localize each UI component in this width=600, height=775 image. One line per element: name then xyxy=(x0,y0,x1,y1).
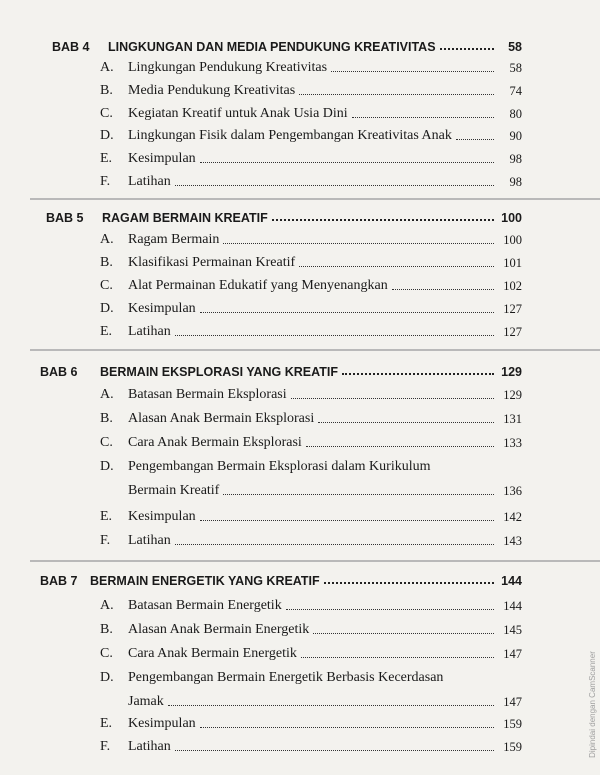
toc-entry xyxy=(100,56,522,76)
entry-letter: B. xyxy=(100,622,113,637)
dot-leader xyxy=(456,139,494,140)
dot-leader xyxy=(200,520,494,521)
chapter-number: BAB 7 xyxy=(40,574,78,588)
entry-title: Klasifikasi Permainan Kreatif xyxy=(128,255,296,270)
entry-letter: D. xyxy=(100,128,114,143)
toc-entry-first-line xyxy=(100,666,443,686)
dot-leader xyxy=(175,750,494,751)
toc-entry xyxy=(100,79,522,99)
dot-leader xyxy=(318,422,494,423)
entry-title: Alasan Anak Bermain Energetik xyxy=(128,622,310,637)
chapter-title: RAGAM BERMAIN KREATIF xyxy=(102,211,268,225)
toc-entry xyxy=(100,297,522,317)
entry-page-number: 74 xyxy=(509,84,522,98)
dot-leader xyxy=(392,289,494,290)
toc-entry xyxy=(100,147,522,167)
entry-letter: A. xyxy=(100,232,114,247)
toc-entry xyxy=(100,735,522,755)
entry-title: Media Pendukung Kreativitas xyxy=(128,83,296,98)
entry-letter: B. xyxy=(100,255,113,270)
entry-page-number: 131 xyxy=(503,412,522,426)
dot-leader xyxy=(223,494,494,495)
dot-leader xyxy=(342,373,494,375)
entry-letter: E. xyxy=(100,509,113,524)
entry-title: Kegiatan Kreatif untuk Anak Usia Dini xyxy=(128,106,348,121)
chapter-page-number: 144 xyxy=(501,574,522,588)
dot-leader xyxy=(200,162,494,163)
toc-entry xyxy=(100,431,522,451)
dot-leader xyxy=(168,705,494,706)
entry-title: Batasan Bermain Energetik xyxy=(128,598,282,613)
entry-letter: D. xyxy=(100,459,114,474)
toc-entry xyxy=(100,594,522,614)
chapter-heading-bab-4 xyxy=(52,34,522,54)
entry-letter: A. xyxy=(100,598,114,613)
chapter-page-number: 58 xyxy=(508,40,522,54)
entry-letter: A. xyxy=(100,387,114,402)
dot-leader xyxy=(352,117,494,118)
entry-letter: B. xyxy=(100,411,113,426)
entry-title: Kesimpulan xyxy=(128,151,196,166)
entry-title: Lingkungan Pendukung Kreativitas xyxy=(128,60,328,75)
entry-title: Latihan xyxy=(128,324,171,339)
entry-title: Kesimpulan xyxy=(128,716,196,731)
entry-page-number: 145 xyxy=(503,623,522,637)
dot-leader xyxy=(175,335,494,336)
entry-page-number: 147 xyxy=(503,695,522,709)
entry-letter: E. xyxy=(100,151,113,166)
entry-letter: F. xyxy=(100,533,111,548)
toc-entry xyxy=(100,102,522,122)
entry-title: Pengembangan Bermain Eksplorasi dalam Kurikulum xyxy=(128,459,431,474)
entry-letter: D. xyxy=(100,301,114,316)
entry-letter: C. xyxy=(100,435,113,450)
entry-page-number: 143 xyxy=(503,534,522,548)
entry-title: Latihan xyxy=(128,174,171,189)
section-divider xyxy=(30,198,600,200)
entry-page-number: 136 xyxy=(503,484,522,498)
entry-letter: B. xyxy=(100,83,113,98)
entry-page-number: 159 xyxy=(503,740,522,754)
entry-title: Pengembangan Bermain Energetik Berbasis Kecerdasan xyxy=(128,670,444,685)
toc-entry xyxy=(100,505,522,525)
entry-title: Cara Anak Bermain Eksplorasi xyxy=(128,435,302,450)
entry-page-number: 142 xyxy=(503,510,522,524)
entry-title: Lingkungan Fisik dalam Pengembangan Kreativitas Anak xyxy=(128,128,452,143)
entry-title: Batasan Bermain Eksplorasi xyxy=(128,387,287,402)
toc-entry xyxy=(100,383,522,403)
entry-page-number: 98 xyxy=(509,152,522,166)
entry-title: Alat Permainan Edukatif yang Menyenangkan xyxy=(128,278,388,293)
toc-entry-first-line xyxy=(100,455,431,475)
scanner-watermark-text: Dipindai dengan CamScanner xyxy=(587,651,597,758)
chapter-title: BERMAIN EKSPLORASI YANG KREATIF xyxy=(100,365,338,379)
dot-leader xyxy=(200,312,494,313)
entry-letter: A. xyxy=(100,60,114,75)
entry-page-number: 90 xyxy=(509,129,522,143)
dot-leader xyxy=(324,582,494,584)
entry-page-number: 127 xyxy=(503,302,522,316)
dot-leader xyxy=(301,657,494,658)
entry-page-number: 129 xyxy=(503,388,522,402)
entry-title: Latihan xyxy=(128,739,171,754)
chapter-number: BAB 5 xyxy=(46,211,84,225)
dot-leader xyxy=(313,633,494,634)
chapter-number: BAB 4 xyxy=(52,40,90,54)
toc-entry xyxy=(100,712,522,732)
entry-letter: F. xyxy=(100,739,111,754)
dot-leader xyxy=(331,71,494,72)
scanner-watermark xyxy=(586,642,598,767)
entry-title: Cara Anak Bermain Energetik xyxy=(128,646,297,661)
section-divider xyxy=(30,349,600,351)
chapter-heading-bab-6 xyxy=(40,359,522,379)
toc-entry-continuation xyxy=(128,479,522,499)
chapter-page-number: 100 xyxy=(501,211,522,225)
dot-leader xyxy=(175,544,494,545)
toc-entry xyxy=(100,618,522,638)
chapter-title: BERMAIN ENERGETIK YANG KREATIF xyxy=(90,574,320,588)
toc-entry xyxy=(100,529,522,549)
chapter-page-number: 129 xyxy=(501,365,522,379)
entry-title: Kesimpulan xyxy=(128,301,196,316)
chapter-number: BAB 6 xyxy=(40,365,78,379)
entry-letter: D. xyxy=(100,670,114,685)
entry-letter: E. xyxy=(100,716,113,731)
dot-leader xyxy=(175,185,494,186)
dot-leader xyxy=(223,243,494,244)
entry-page-number: 102 xyxy=(503,279,522,293)
chapter-title: LINGKUNGAN DAN MEDIA PENDUKUNG KREATIVITAS xyxy=(108,40,436,54)
entry-title: Ragam Bermain xyxy=(128,232,220,247)
dot-leader xyxy=(299,94,494,95)
entry-letter: E. xyxy=(100,324,113,339)
chapter-heading-bab-5 xyxy=(46,205,522,225)
entry-page-number: 98 xyxy=(509,175,522,189)
entry-title: Latihan xyxy=(128,533,171,548)
entry-page-number: 133 xyxy=(503,436,522,450)
toc-entry xyxy=(100,170,522,190)
entry-page-number: 159 xyxy=(503,717,522,731)
dot-leader xyxy=(440,48,494,50)
toc-entry xyxy=(100,274,522,294)
toc-entry xyxy=(100,124,522,144)
entry-letter: C. xyxy=(100,646,113,661)
entry-page-number: 100 xyxy=(503,233,522,247)
entry-title-continued: Jamak xyxy=(128,694,164,709)
entry-letter: F. xyxy=(100,174,111,189)
dot-leader xyxy=(299,266,494,267)
toc-entry xyxy=(100,407,522,427)
toc-entry-continuation xyxy=(128,690,522,710)
entry-title-continued: Bermain Kreatif xyxy=(128,483,220,498)
entry-letter: C. xyxy=(100,106,113,121)
toc-entry xyxy=(100,251,522,271)
toc-entry xyxy=(100,642,522,662)
dot-leader xyxy=(286,609,494,610)
dot-leader xyxy=(306,446,494,447)
toc-entry xyxy=(100,320,522,340)
entry-title: Kesimpulan xyxy=(128,509,196,524)
entry-page-number: 127 xyxy=(503,325,522,339)
section-divider xyxy=(30,560,600,562)
entry-letter: C. xyxy=(100,278,113,293)
entry-page-number: 147 xyxy=(503,647,522,661)
entry-page-number: 101 xyxy=(503,256,522,270)
entry-page-number: 80 xyxy=(509,107,522,121)
toc-entry xyxy=(100,228,522,248)
chapter-heading-bab-7 xyxy=(40,568,522,588)
dot-leader xyxy=(291,398,494,399)
dot-leader xyxy=(272,219,494,221)
entry-title: Alasan Anak Bermain Eksplorasi xyxy=(128,411,315,426)
dot-leader xyxy=(200,727,494,728)
entry-page-number: 58 xyxy=(509,61,522,75)
entry-page-number: 144 xyxy=(503,599,522,613)
